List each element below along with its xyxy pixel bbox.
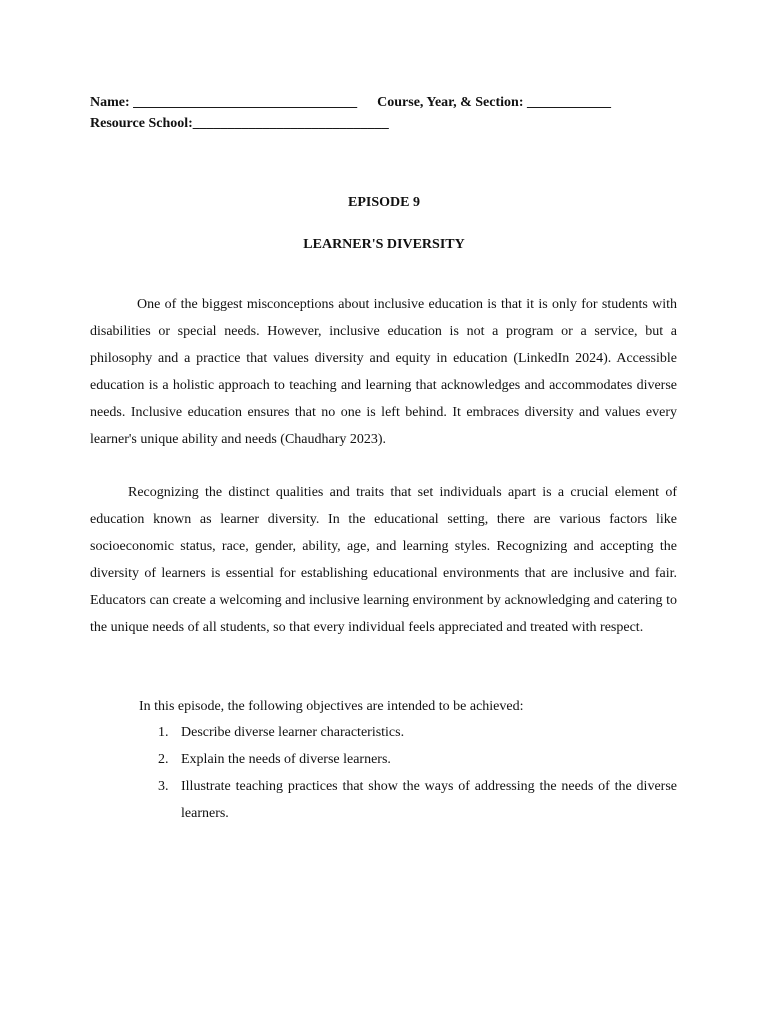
list-item-number: 3.: [158, 779, 169, 794]
school-label: Resource School:: [90, 116, 193, 131]
list-item-number: 2.: [158, 752, 169, 767]
school-blank: ____________________________: [192, 116, 389, 131]
episode-title: EPISODE 9: [348, 195, 420, 210]
objectives-intro: In this episode, the following objectives are intended to be achieved:: [139, 699, 524, 714]
list-item-text: Describe diverse learner characteristics.: [181, 725, 405, 740]
list-item: [90, 746, 677, 773]
list-item-number: 1.: [158, 725, 169, 740]
course-label: Course, Year, & Section:: [377, 95, 527, 110]
name-label: Name:: [90, 95, 134, 110]
paragraph-1: One of the biggest misconceptions about inclusive education is that it is only for students with disabilities or special needs. However, inclusive education is not a program or a service, but a philosophy and a practice that values diversity and equity in education (LinkedIn 2024). Accessible education is a holistic approach to teaching and learning that acknowledges and accommodates diverse needs. Inclusive education ensures that no one is left behind. It embraces diversity and values every learner's unique ability and needs (Chaudhary 2023).: [90, 297, 677, 447]
name-blank: ________________________________: [133, 95, 358, 110]
header-line-1: [90, 94, 611, 112]
list-item-text: Explain the needs of diverse learners.: [181, 752, 391, 767]
list-item: [90, 773, 677, 827]
list-item-text: Illustrate teaching practices that show the ways of addressing the needs of the diverse learners.: [181, 779, 677, 821]
course-blank: ____________: [527, 95, 611, 110]
topic-title: LEARNER'S DIVERSITY: [303, 237, 465, 252]
objectives-list: [90, 719, 677, 827]
header-line-2: [90, 115, 389, 133]
list-item: [90, 719, 677, 746]
paragraph-2: Recognizing the distinct qualities and traits that set individuals apart is a crucial element of education known as learner diversity. In the educational setting, there are various factors like socioeconomic status, race, gender, ability, age, and learning styles. Recognizing and accepting the diversity of learners is essential for establishing educational environments that are inclusive and fair. Educators can create a welcoming and inclusive learning environment by acknowledging and catering to the unique needs of all students, so that every individual feels appreciated and treated with respect.: [90, 485, 677, 635]
